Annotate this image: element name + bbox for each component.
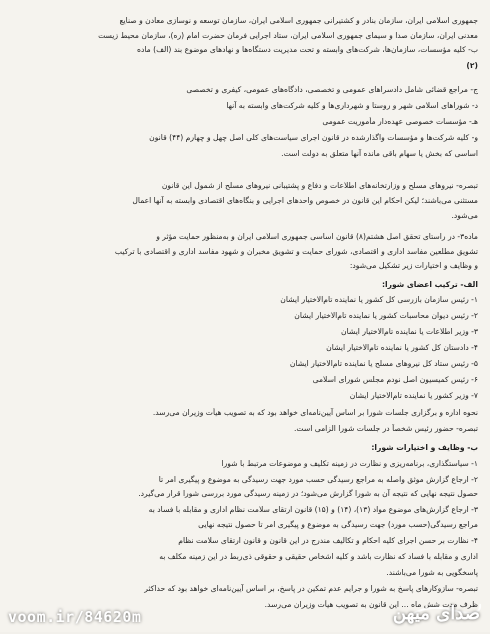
text-line: ۳- وزیر اطلاعات یا نماینده تام‌الاختیار ایشان — [341, 327, 478, 336]
text-line: معدنی ایران، سازمان صدا و سیمای جمهوری اسلامی ایران، ستاد اجرایی فرمان حضرت امام (ره)، سازمان محیط زیست — [98, 31, 478, 40]
text-line: ۲- ارجاع گزارش موثق واصله به مراجع رسیدگی حسب مورد جهت رسیدگی به موضوع و پیگیری امر تا — [158, 475, 478, 484]
text-line: نحوه اداره و برگزاری جلسات شورا بر اساس آیین‌نامه‌ای خواهد بود که به تصویب هیأت وزیران می‌رسد. — [152, 408, 478, 417]
text-line: ۵- رئیس ستاد کل نیروهای مسلح یا نماینده تام‌الاختیار ایشان — [289, 359, 478, 368]
text-line: ب- کلیه مؤسسات، سازمان‌ها، شرکت‌های وابسته و تحت مدیریت دستگاه‌ها و نهادهای موضوع بند (الف) ماده — [137, 45, 478, 54]
text-line: مراجع رسیدگی(حسب مورد) جهت رسیدگی به موضوع و پیگیری امر تا حصول نتیجه نهایی — [198, 520, 478, 529]
text-line: د- شوراهای اسلامی شهر و روستا و شهرداری‌ها و کلیه شرکت‌های وابسته به آنها — [226, 101, 478, 110]
text-line: (۲) — [466, 61, 478, 70]
text-line: و وظایف و اختیارات زیر تشکیل می‌شود: — [349, 261, 478, 270]
text-line: تبصره- سازوکارهای پاسخ به شورا و جرایم عدم تمکین در پاسخ، بر اساس آیین‌نامه‌ای خواهد بود که حداکثر — [144, 584, 478, 593]
text-line: ۱- سیاستگذاری، برنامه‌ریزی و نظارت در زمینه تکلیف و موضوعات مرتبط با شورا — [221, 459, 478, 468]
text-line: ظرف مدت شش ماه ... این قانون به تصویب هیأت وزیران می‌رسد. — [264, 600, 478, 609]
text-line: اداری و مقابله با فساد که نظارت باشد و کلیه اشخاص حقیقی و حقوقی ذی‌ربط در این زمینه مکلف به — [159, 552, 478, 561]
text-line: تبصره- نیروهای مسلح و وزارتخانه‌های اطلاعات و دفاع و پشتیبانی نیروهای مسلح از شمول این قانون — [161, 181, 478, 190]
text-line: تشویق مطلعین مفاسد اداری و اقتصادی، شورای حمایت و تشویق مخبران و شهود مفاسد اداری و اقتصادی با ترکیب — [114, 247, 478, 256]
text-line: ۶- رئیس کمیسیون اصل نودم مجلس شورای اسلامی — [312, 375, 478, 384]
text-line: اساسی که بخش یا سهام باقی مانده آنها متعلق به دولت است. — [281, 149, 478, 158]
text-line: ۱- رئیس سازمان بازرسی کل کشور یا نماینده تام‌الاختیار ایشان — [280, 295, 478, 304]
text-line: جمهوری اسلامی ایران، سازمان بنادر و کشتیرانی جمهوری اسلامی ایران، سازمان توسعه و نوسازی معادن و صنایع — [119, 16, 478, 25]
text-line: تبصره- حضور رئیس شخصاً در جلسات شورا الزامی است. — [293, 424, 478, 433]
text-line: می‌شود. — [451, 211, 478, 220]
text-line: ۲- رئیس دیوان محاسبات کشور یا نماینده تام‌الاختیار ایشان — [294, 311, 478, 320]
text-line: مستثنی می‌باشند؛ لیکن احکام این قانون در خصوص واحدهای اجرایی و بنگاه‌های اقتصادی وابسته به آنها اعمال — [132, 196, 478, 205]
text-line: ماده۳- در راستای تحقق اصل هشتم(۸) قانون اساسی جمهوری اسلامی ایران و به‌منظور حمایت مؤثر و — [156, 232, 478, 241]
text-line: ج- مراجع قضائی شامل دادسراهای عمومی و تخصصی، دادگاه‌های عمومی، کیفری و تخصصی — [186, 85, 478, 94]
text-line: و- کلیه شرکت‌ها و مؤسسات واگذارشده در قانون اجرای سیاست‌های کلی اصل چهل و چهارم (۴۴) قانون — [149, 133, 478, 142]
text-line: ۴- دادستان کل کشور یا نماینده تام‌الاختیار ایشان — [326, 343, 478, 352]
text-line: ۴- نظارت بر حسن اجرای کلیه احکام و تکالیف مندرج در این قانون و قانون ارتقای سلامت نظام — [178, 536, 478, 545]
text-line: ب- وظایف و اختیارات شورا: — [371, 443, 478, 452]
text-line: ۷- وزیر کشور یا نماینده تام‌الاختیار ایشان — [349, 391, 478, 400]
text-line: حصول نتیجه نهایی که نتیجه آن به شورا گزارش می‌شود؛ در زمینه رسیدگی مورد بررسی شورا قرار می‌گیرد. — [138, 489, 478, 498]
watermark-logo-text: صدای میهن — [392, 603, 480, 624]
text-line: هـ- مؤسسات خصوصی عهده‌دار مأموریت عمومی — [322, 117, 478, 126]
text-line: پاسخگویی به شورا می‌باشند. — [386, 568, 478, 577]
text-line: الف- ترکیب اعضای شورا: — [381, 280, 478, 289]
text-line: ۳- ارجاع گزارش‌های موضوع مواد (۱۳)، (۱۴) و (۱۵) قانون ارتقای سلامت نظام اداری و مقابله با فساد به — [148, 505, 478, 514]
watermark-url: voom.ir/84620m — [8, 608, 142, 626]
